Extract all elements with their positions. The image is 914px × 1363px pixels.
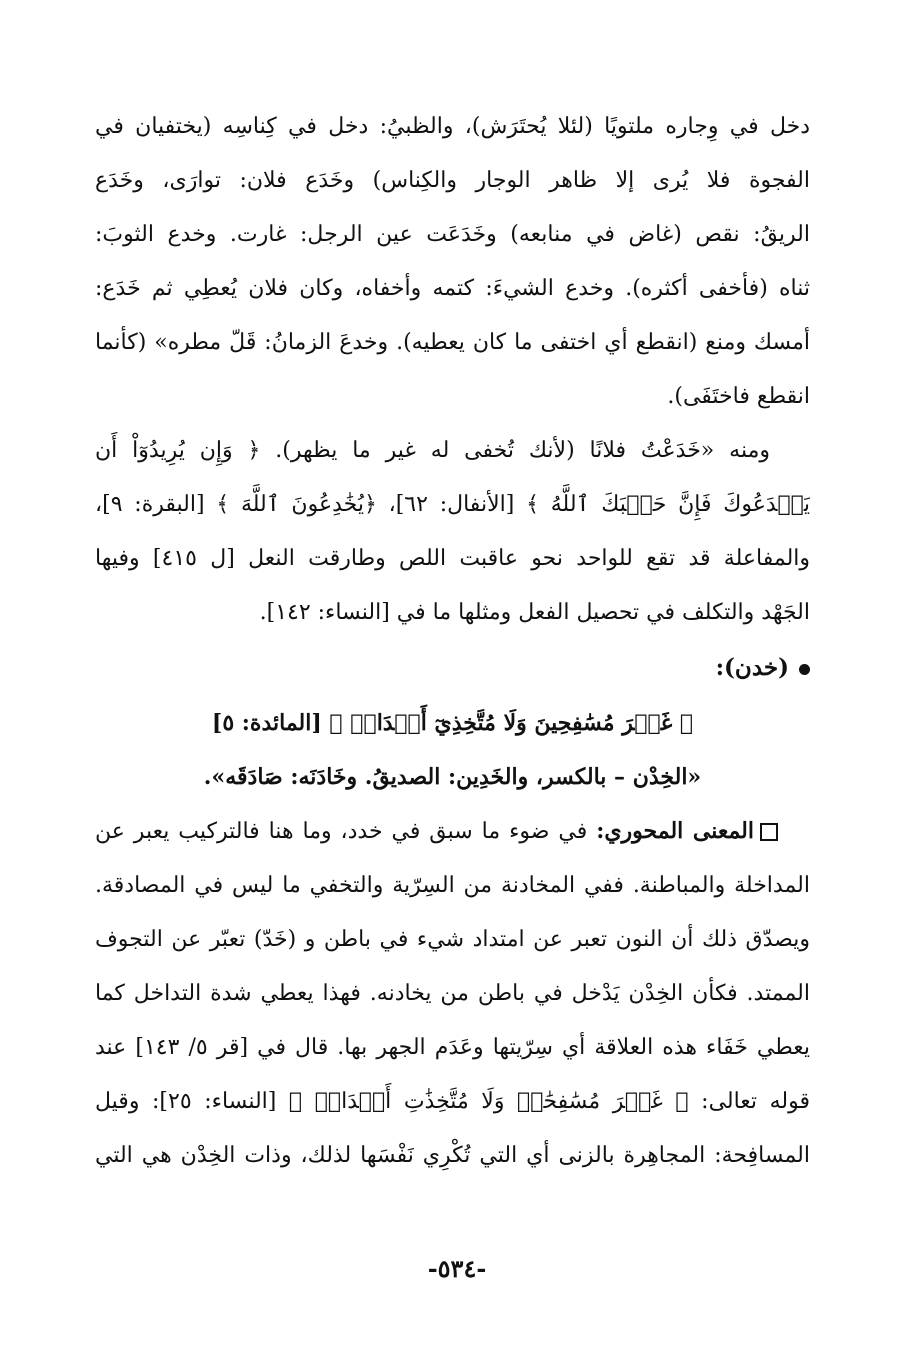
definition: «الخِدْن – بالكسر، والخَدِين: الصديقُ. وخَادَنَه: صَادَقَه». [203,764,702,790]
text-line: ويصدّق ذلك أن النون تعبر عن امتداد شيء في باطن و (خَدّ) تعبّر عن التجوف [95,927,810,952]
text-line: ومنه «خَدَعْتُ فلانًا (لأنك تُخفى له غير ما يظهر). ﴿ وَإِن يُرِيدُوٓاْ أَن [95,438,770,463]
square-icon [760,823,778,841]
text-line: الريقُ: نقص (غاض في منابعه) وخَدَعَت عين الرجل: غارت. وخدع الثوبَ: [95,222,810,247]
lead-term: المعنى المحوري: [596,818,754,844]
paragraph-3 [95,804,810,1183]
text-line: انقطع فاختَفَى). [667,384,810,409]
text-line: يعطي خَفَاء هذه العلاقة أي سِرّيتها وعَدَم الجهر بها. قال في [قر ٥/ ١٤٣] عند [95,1035,810,1060]
document-page [95,100,810,1183]
text-line: ثناه (فأخفى أكثره). وخدع الشيءَ: كتمه وأخفاه، وكان فلان يُعطِي ثم خَدَع: [95,276,810,301]
text-line: المسافِحة: المجاهِرة بالزنى أي التي تُكْرِي نَفْسَها لذلك، وذات الخِدْن هي التي [95,1143,810,1168]
bullet-icon [799,664,810,675]
section-heading [95,640,810,696]
paragraph-1 [95,100,810,424]
text-line: دخل في وِجاره ملتويًا (لئلا يُحتَرَش)، والظبيُ: دخل في كِناسِه (يختفيان في [95,114,810,139]
lead-line-text: في ضوء ما سبق في خدد، وما هنا فالتركيب يعبر عن [95,819,588,844]
text-line: المداخلة والمباطنة. ففي المخادنة من السِرّية والتخفي ما ليس في المصادقة. [95,873,810,898]
paragraph-2 [95,424,810,640]
text-line: الفجوة فلا يُرى إلا ظاهر الوجار والكِناس) وخَدَع فلان: توارَى، وخَدَع [95,168,810,193]
quran-verse: ﴿ غَيۡرَ مُسَٰفِحِينَ وَلَا مُتَّخِذِيٓ أَخۡدَانٖ ﴾ [المائدة: ٥] [211,710,694,736]
text-line-lead [95,804,810,859]
text-line: قوله تعالى: ﴿ غَيۡرَ مُسَٰفِحَٰتٖ وَلَا مُتَّخِذَٰتِ أَخۡدَانٖ ﴾ [النساء: ٢٥]: وقيل [95,1089,810,1114]
text-line: أمسك ومنع (انقطع أي اختفى ما كان يعطيه). وخدعَ الزمانُ: قَلّ مطره» (كأنما [95,330,810,355]
text-line: الممتد. فكأن الخِدْن يَدْخل في باطن من يخادنه. فهذا يعطي شدة التداخل كما [95,981,810,1006]
text-line: والمفاعلة قد تقع للواحد نحو عاقبت اللص وطارقت النعل [ل ٤١٥] وفيها [95,546,810,571]
text-line: يَخۡدَعُوكَ فَإِنَّ حَسۡبَكَ ٱللَّهُ ﴾ [الأنفال: ٦٢]، ﴿يُخَٰدِعُونَ ٱللَّهَ ﴾ [البقرة: ٩]، [95,492,810,517]
text-line: الجَهْد والتكلف في تحصيل الفعل ومثلها ما في [النساء: ١٤٢]. [259,600,810,625]
page-number: -٥٣٤- [427,1254,487,1283]
section-heading-text: (خدن): [715,654,789,681]
